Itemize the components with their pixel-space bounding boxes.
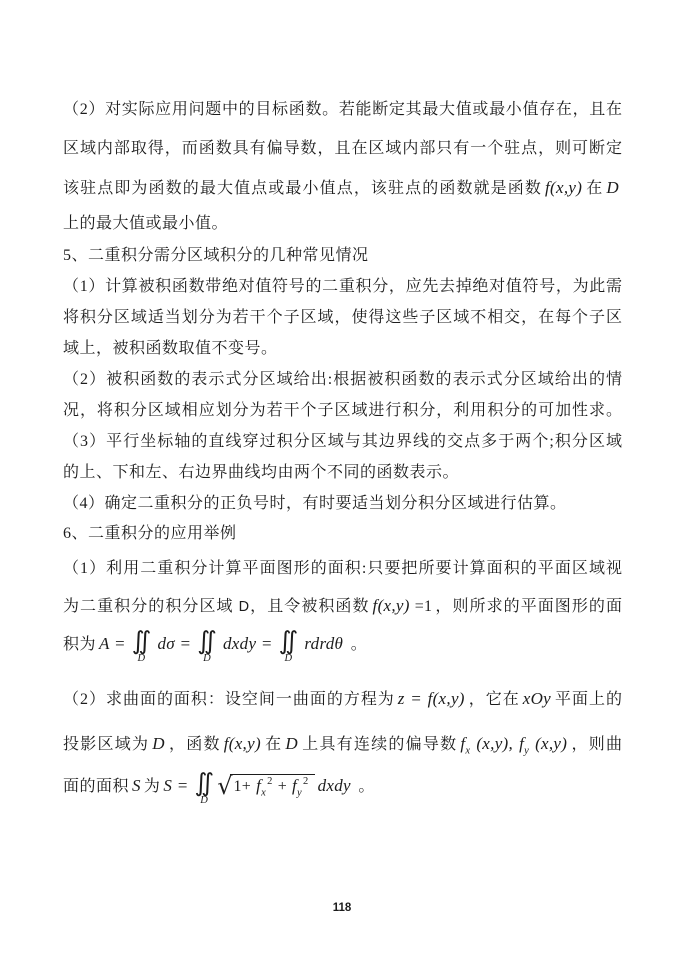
text-run: 区域内部取得，而函数具有偏导数，且在区域内部只有一个驻点，则可断定 — [63, 140, 622, 157]
math-upright-run: + — [277, 778, 288, 795]
text-run: 的上、下和左、右边界曲线均由两个不同的函数表示。 — [63, 464, 460, 481]
text-line — [63, 488, 622, 519]
radicand — [230, 774, 315, 799]
text-line — [63, 395, 622, 426]
math-run: D — [606, 178, 619, 197]
math-run: xOy — [522, 689, 551, 708]
text-run: 平面上的 — [554, 691, 622, 708]
text-line — [63, 364, 622, 395]
double-integral-symbol: ∬ — [278, 626, 299, 655]
text-run: （1）利用二重积分计算平面图形的面积:只要把所要计算面积的平面区域视 — [63, 560, 622, 577]
text-run: 积为 — [63, 636, 97, 653]
text-run: 上具有连续的偏导数 — [300, 736, 458, 753]
text-line — [63, 129, 622, 168]
radical-sign: √ — [217, 772, 233, 800]
text-run: ，函数 — [167, 736, 221, 753]
text-run: （1）计算被积函数带绝对值符号的二重积分，应先去掉绝对值符号，为此需 — [63, 278, 622, 295]
text-line — [63, 302, 622, 333]
text-run: 投影区域为 — [63, 736, 150, 753]
text-line — [63, 168, 622, 208]
math-run: dσ = — [157, 634, 192, 653]
integral-lower-limit: D — [284, 653, 293, 664]
math-sub-sup: $f_y^2$ — [292, 776, 309, 799]
page-number: 118 — [332, 902, 352, 914]
latin-run: D — [238, 599, 250, 615]
text-run: 面的面积 — [63, 778, 130, 795]
math-run: (x,y), — [476, 734, 514, 753]
text-line — [63, 721, 622, 767]
text-run: 该驻点即为函数的最大值点或最小值点，该驻点的函数就是函数 — [63, 180, 542, 197]
text-run: ，则曲 — [570, 736, 622, 753]
text-line — [63, 271, 622, 302]
double-integral — [129, 628, 155, 664]
text-run: （2）被积函数的表示式分区域给出:根据被积函数的表示式分区域给出的情 — [63, 371, 622, 388]
double-integral-symbol: ∬ — [131, 626, 152, 655]
math-run: rdrdθ — [304, 634, 344, 653]
math-sub-sup: $f_x^2$ — [256, 776, 273, 799]
text-run: 为 — [143, 778, 161, 795]
math-run: z = f(x,y) — [397, 689, 465, 708]
text-line — [63, 625, 622, 677]
text-line — [63, 457, 622, 488]
sqrt-expression — [217, 770, 314, 804]
math-upright-run: =1 — [414, 598, 433, 615]
text-line — [63, 333, 622, 364]
text-line — [63, 426, 622, 457]
math-run: S — [132, 776, 141, 795]
math-run: S = — [163, 776, 189, 795]
text-line — [63, 549, 622, 588]
math-run: f(x,y) — [223, 734, 261, 753]
math-subscript: $f_y$ — [519, 734, 530, 757]
text-line — [63, 208, 622, 240]
math-run: D — [285, 734, 298, 753]
text-line — [63, 519, 622, 549]
text-run: 域上，被积函数取值不变号。 — [63, 340, 278, 357]
text-run: 在 — [263, 736, 283, 753]
double-integral — [191, 770, 217, 806]
text-line — [63, 90, 622, 129]
double-integral — [194, 628, 220, 664]
text-run: （2）对实际应用问题中的目标函数。若能断定其最大值或最小值存在，且在 — [63, 101, 622, 118]
integral-lower-limit: D — [137, 653, 146, 664]
text-run: 在 — [585, 180, 604, 197]
double-integral — [276, 628, 302, 664]
double-integral-symbol: ∬ — [194, 768, 215, 797]
text-run: ，它在 — [467, 691, 520, 708]
text-run: （2）求曲面的面积：设空间一曲面的方程为 — [63, 691, 395, 708]
text-run: （4）确定二重积分的正负号时，有时要适当划分积分区域进行估算。 — [63, 495, 567, 512]
text-run: 5、二重积分需分区域积分的几种常见情况 — [63, 247, 369, 264]
math-subscript: $f_x$ — [460, 734, 471, 757]
double-integral-symbol: ∬ — [197, 626, 217, 655]
math-run: dxdy = — [223, 634, 273, 653]
text-run: 6、二重积分的应用举例 — [63, 525, 237, 542]
text-run: （3）平行坐标轴的直线穿过积分区域与其边界线的交点多于两个;积分区域 — [63, 433, 622, 450]
document-body — [63, 90, 622, 827]
text-run: 上的最大值或最小值。 — [63, 215, 229, 232]
math-run: A = — [99, 634, 126, 653]
text-run: ，则所求的平面图形的面 — [434, 598, 622, 615]
math-run: D — [152, 734, 165, 753]
text-run: 为二重积分的积分区域 — [63, 598, 239, 615]
math-run: f(x,y) — [372, 596, 410, 615]
text-run: 况，将积分区域相应划分为若干个子区域进行积分，利用积分的可加性求。 — [63, 402, 622, 419]
math-upright-run: 1+ — [233, 778, 252, 795]
text-line — [63, 677, 622, 721]
text-run: 。 — [353, 778, 375, 795]
text-run: ，且令被积函数 — [249, 598, 370, 615]
text-line — [63, 240, 622, 271]
text-line — [63, 767, 622, 827]
text-run: 。 — [346, 636, 368, 653]
integral-lower-limit: D — [203, 653, 212, 664]
math-run: dxdy — [317, 776, 351, 795]
integral-lower-limit: D — [200, 795, 209, 806]
text-line — [63, 588, 622, 625]
math-run: (x,y) — [535, 734, 568, 753]
math-run: f(x,y) — [545, 178, 583, 197]
text-run: 将积分区域适当划分为若干个子区域，使得这些子区域不相交，在每个子区 — [63, 309, 622, 326]
